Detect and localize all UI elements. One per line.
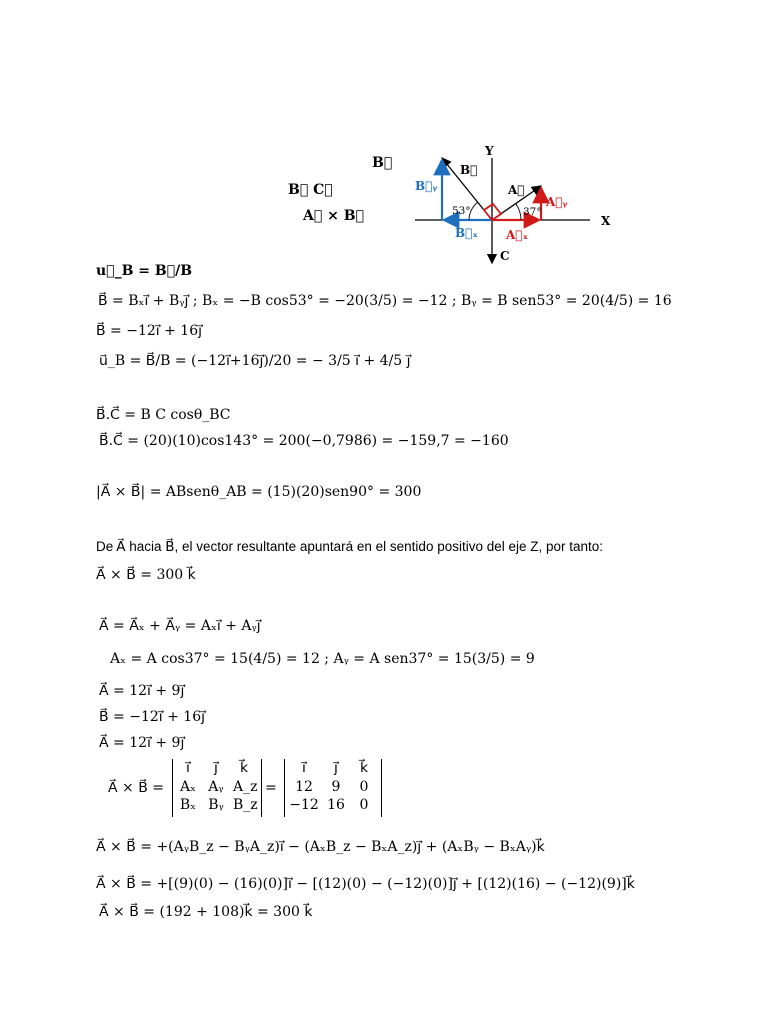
matrix1-cell: i⃗ <box>186 760 190 776</box>
matrix2-cell: 16 <box>327 797 345 813</box>
a-components: A⃗ = A⃗ₓ + A⃗ᵧ = Aₓi⃗ + Aᵧj⃗ <box>99 618 261 634</box>
a-values: Aₓ = A cos37° = 15(4/5) = 12 ; Aᵧ = A sen37° = 15(3/5) = 9 <box>110 651 535 667</box>
matrix1-cell: B_z <box>233 797 258 813</box>
direction-text: De A⃗ hacia B⃗, el vector resultante apuntará en el sentido positivo del eje Z, por tanto: <box>96 539 604 554</box>
angle-37-label: 37° <box>523 206 542 218</box>
ax-label: A⃗ₓ <box>506 228 529 242</box>
cross-final: A⃗ × B⃗ = (192 + 108)k⃗ = 300 k⃗ <box>99 904 313 920</box>
matrix1-cell: Bᵧ <box>208 797 224 813</box>
b-label: B⃗ <box>460 163 478 177</box>
cross-magnitude: |A⃗ × B⃗| = ABsenθ_AB = (15)(20)sen90° = 300 <box>96 484 422 500</box>
b-vector-2: B⃗ = −12i⃗ + 16j⃗ <box>99 709 206 725</box>
angle-53-label: 53° <box>452 205 471 217</box>
matrix-symbolic <box>172 759 262 817</box>
cross-result-1: A⃗ × B⃗ = 300 k⃗ <box>96 567 196 583</box>
matrix1-cell: Bₓ <box>179 797 197 813</box>
label-a-cross-b: A⃗ × B⃗ <box>303 208 364 224</box>
matrix1-cell: j⃗ <box>214 760 218 776</box>
matrix-numeric <box>284 759 382 817</box>
matrix2-cell: 0 <box>359 779 369 795</box>
a-vector-1: A⃗ = 12i⃗ + 9j⃗ <box>99 683 185 699</box>
matrix2-cell: k⃗ <box>359 760 369 776</box>
matrix2-cell: −12 <box>289 797 319 813</box>
matrix2-cell: 12 <box>295 779 313 795</box>
matrix2-cell: 0 <box>359 797 369 813</box>
matrix1-cell: A_z <box>233 779 258 795</box>
label-b-c: B⃗ C⃗ <box>288 182 333 198</box>
cross-expansion: A⃗ × B⃗ = +(AᵧB_z − BᵧA_z)i⃗ − (AₓB_z − BₓA_z)j⃗ + (AₓBᵧ − BₓAᵧ)k⃗ <box>96 839 545 855</box>
matrix2-cell: j⃗ <box>334 760 338 776</box>
c-label: C <box>500 249 510 263</box>
a-label: A⃗ <box>508 183 525 197</box>
matrix1-cell: Aₓ <box>179 779 197 795</box>
label-b-vector: B⃗ <box>372 155 393 171</box>
ay-label: A⃗ᵧ <box>546 195 568 209</box>
b-vector-eq: B⃗ = −12i⃗ + 16j⃗ <box>96 323 203 339</box>
a-vector-2: A⃗ = 12i⃗ + 9j⃗ <box>99 735 185 751</box>
matrix1-cell: Aᵧ <box>208 779 224 795</box>
vector-diagram <box>405 138 630 273</box>
determinant-lhs: A⃗ × B⃗ = <box>108 780 164 796</box>
dot-product-value: B⃗.C⃗ = (20)(10)cos143° = 200(−0,7986) = −159,7 = −160 <box>99 433 509 449</box>
b-components: B⃗ = Bₓi⃗ + Bᵧj⃗ ; Bₓ = −B cos53° = −20(3/5) = −12 ; Bᵧ = B sen53° = 20(4/5) = 16 <box>98 293 672 309</box>
matrix2-cell: 9 <box>331 779 341 795</box>
angle-37-arc <box>516 204 521 220</box>
matrix2-cell: i⃗ <box>302 760 306 776</box>
unit-vector-value: u⃗_B = B⃗/B = (−12i⃗+16j⃗)/20 = − 3/5 i⃗ + 4/5 j⃗ <box>99 353 411 369</box>
dot-product-def: B⃗.C⃗ = B C cosθ_BC <box>96 407 231 423</box>
determinant-equals: = <box>265 780 277 796</box>
by-label: B⃗ᵧ <box>415 179 438 193</box>
x-axis-label: X <box>601 214 611 228</box>
cross-substitution: A⃗ × B⃗ = +[(9)(0) − (16)(0)]i⃗ − [(12)(0) − (−12)(0)]j⃗ + [(12)(16) − (−12)(9)]k⃗ <box>96 876 635 892</box>
bx-label: B⃗ₓ <box>455 226 479 240</box>
y-axis-label: Y <box>485 144 494 158</box>
matrix1-cell: k⃗ <box>239 760 249 776</box>
unit-vector-def: u⃗_B = B⃗/B <box>96 263 193 279</box>
